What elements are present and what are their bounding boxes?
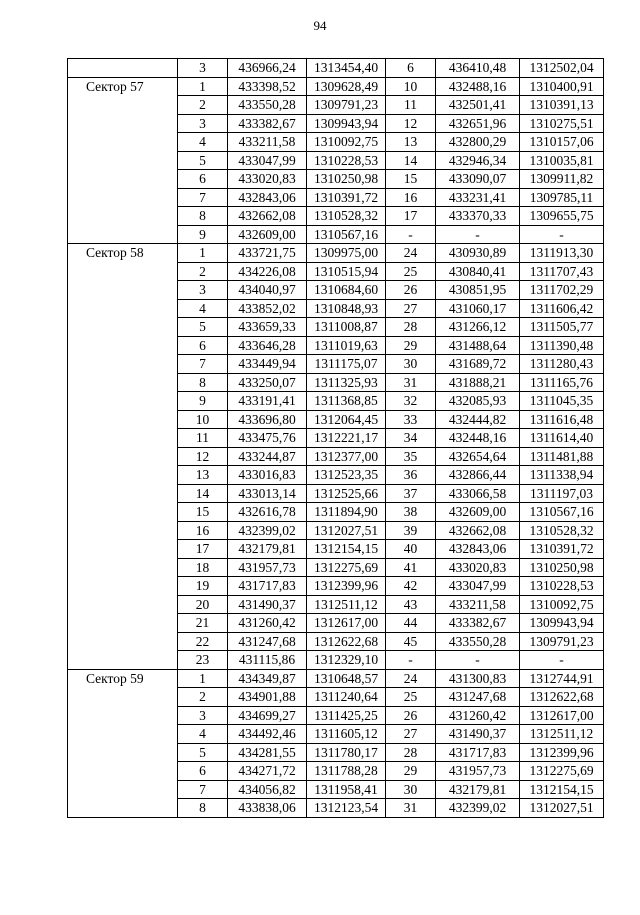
x-coordinate-cell: - [436, 651, 520, 670]
y-coordinate-cell: 1310157,06 [520, 133, 604, 152]
y-coordinate-cell: 1311280,43 [520, 355, 604, 374]
point-number-cell: 12 [178, 447, 228, 466]
page-number: 94 [313, 18, 327, 33]
sector-cell: Сектор 59 [68, 669, 178, 817]
y-coordinate-cell: 1310250,98 [520, 558, 604, 577]
x-coordinate-cell: 433231,41 [436, 188, 520, 207]
x-coordinate-cell: 432609,00 [228, 225, 307, 244]
point-number-cell: 24 [386, 244, 436, 263]
y-coordinate-cell: 1312525,66 [307, 484, 386, 503]
x-coordinate-cell: 433696,80 [228, 410, 307, 429]
y-coordinate-cell: 1312617,00 [307, 614, 386, 633]
y-coordinate-cell: 1311707,43 [520, 262, 604, 281]
x-coordinate-cell: 432946,34 [436, 151, 520, 170]
y-coordinate-cell: 1310528,32 [520, 521, 604, 540]
x-coordinate-cell: 432651,96 [436, 114, 520, 133]
x-coordinate-cell: 431115,86 [228, 651, 307, 670]
point-number-cell: 8 [178, 373, 228, 392]
x-coordinate-cell: 433016,83 [228, 466, 307, 485]
point-number-cell: 7 [178, 355, 228, 374]
x-coordinate-cell: 433013,14 [228, 484, 307, 503]
y-coordinate-cell: 1309628,49 [307, 77, 386, 96]
y-coordinate-cell: 1312275,69 [520, 762, 604, 781]
x-coordinate-cell: 431490,37 [436, 725, 520, 744]
x-coordinate-cell: 433020,83 [228, 170, 307, 189]
point-number-cell: 1 [178, 669, 228, 688]
y-coordinate-cell: 1312123,54 [307, 799, 386, 818]
x-coordinate-cell: 433047,99 [436, 577, 520, 596]
y-coordinate-cell: 1311197,03 [520, 484, 604, 503]
point-number-cell: 8 [178, 207, 228, 226]
point-number-cell: 39 [386, 521, 436, 540]
x-coordinate-cell: 432654,64 [436, 447, 520, 466]
x-coordinate-cell: 432866,44 [436, 466, 520, 485]
x-coordinate-cell: 432399,02 [228, 521, 307, 540]
point-number-cell: 17 [386, 207, 436, 226]
x-coordinate-cell: 430840,41 [436, 262, 520, 281]
point-number-cell: 11 [178, 429, 228, 448]
y-coordinate-cell: 1310567,16 [307, 225, 386, 244]
point-number-cell: 27 [386, 725, 436, 744]
x-coordinate-cell: 432616,78 [228, 503, 307, 522]
point-number-cell: 38 [386, 503, 436, 522]
point-number-cell: 3 [178, 59, 228, 78]
x-coordinate-cell: 434226,08 [228, 262, 307, 281]
point-number-cell: 3 [178, 114, 228, 133]
point-number-cell: 41 [386, 558, 436, 577]
y-coordinate-cell: 1310515,94 [307, 262, 386, 281]
point-number-cell: 8 [178, 799, 228, 818]
point-number-cell: 32 [386, 392, 436, 411]
point-number-cell: 16 [178, 521, 228, 540]
y-coordinate-cell: 1309975,00 [307, 244, 386, 263]
point-number-cell: 35 [386, 447, 436, 466]
y-coordinate-cell: 1311780,17 [307, 743, 386, 762]
y-coordinate-cell: 1311616,48 [520, 410, 604, 429]
x-coordinate-cell: 433047,99 [228, 151, 307, 170]
x-coordinate-cell: 433020,83 [436, 558, 520, 577]
point-number-cell: 28 [386, 318, 436, 337]
y-coordinate-cell: 1312511,12 [307, 595, 386, 614]
point-number-cell: 27 [386, 299, 436, 318]
x-coordinate-cell: 433090,07 [436, 170, 520, 189]
x-coordinate-cell: 434040,97 [228, 281, 307, 300]
x-coordinate-cell: 433550,28 [436, 632, 520, 651]
sector-cell [68, 59, 178, 78]
x-coordinate-cell: 431717,83 [436, 743, 520, 762]
x-coordinate-cell: 432179,81 [436, 780, 520, 799]
point-number-cell: 16 [386, 188, 436, 207]
y-coordinate-cell: 1310228,53 [307, 151, 386, 170]
table-body [68, 59, 604, 818]
y-coordinate-cell: - [520, 651, 604, 670]
y-coordinate-cell: 1312399,96 [307, 577, 386, 596]
table-row [68, 77, 604, 96]
sector-cell: Сектор 57 [68, 77, 178, 244]
x-coordinate-cell: 434271,72 [228, 762, 307, 781]
y-coordinate-cell: 1311175,07 [307, 355, 386, 374]
y-coordinate-cell: 1310275,51 [520, 114, 604, 133]
point-number-cell: 6 [386, 59, 436, 78]
y-coordinate-cell: 1310228,53 [520, 577, 604, 596]
point-number-cell: 6 [178, 762, 228, 781]
point-number-cell: 11 [386, 96, 436, 115]
x-coordinate-cell: 431260,42 [228, 614, 307, 633]
x-coordinate-cell: 434056,82 [228, 780, 307, 799]
point-number-cell: 6 [178, 336, 228, 355]
y-coordinate-cell: 1311425,25 [307, 706, 386, 725]
y-coordinate-cell: 1311605,12 [307, 725, 386, 744]
x-coordinate-cell: 431490,37 [228, 595, 307, 614]
x-coordinate-cell: 433852,02 [228, 299, 307, 318]
point-number-cell: 18 [178, 558, 228, 577]
y-coordinate-cell: 1309791,23 [307, 96, 386, 115]
x-coordinate-cell: 432609,00 [436, 503, 520, 522]
sector-cell: Сектор 58 [68, 244, 178, 670]
point-number-cell: 14 [386, 151, 436, 170]
y-coordinate-cell: 1312744,91 [520, 669, 604, 688]
x-coordinate-cell: 433838,06 [228, 799, 307, 818]
y-coordinate-cell: 1311338,94 [520, 466, 604, 485]
x-coordinate-cell: 431888,21 [436, 373, 520, 392]
point-number-cell: 24 [386, 669, 436, 688]
y-coordinate-cell: 1312027,51 [307, 521, 386, 540]
x-coordinate-cell: 433066,58 [436, 484, 520, 503]
point-number-cell: 22 [178, 632, 228, 651]
point-number-cell: 23 [178, 651, 228, 670]
point-number-cell: 6 [178, 170, 228, 189]
y-coordinate-cell: 1311045,35 [520, 392, 604, 411]
y-coordinate-cell: 1311481,88 [520, 447, 604, 466]
x-coordinate-cell: 433211,58 [436, 595, 520, 614]
x-coordinate-cell: 433398,52 [228, 77, 307, 96]
point-number-cell: 20 [178, 595, 228, 614]
y-coordinate-cell: 1312523,35 [307, 466, 386, 485]
x-coordinate-cell: 431247,68 [436, 688, 520, 707]
point-number-cell: 42 [386, 577, 436, 596]
x-coordinate-cell: 431247,68 [228, 632, 307, 651]
y-coordinate-cell: 1310648,57 [307, 669, 386, 688]
x-coordinate-cell: 431957,73 [228, 558, 307, 577]
x-coordinate-cell: 430930,89 [436, 244, 520, 263]
x-coordinate-cell: 432488,16 [436, 77, 520, 96]
point-number-cell: 2 [178, 262, 228, 281]
y-coordinate-cell: 1310528,32 [307, 207, 386, 226]
y-coordinate-cell: 1312275,69 [307, 558, 386, 577]
x-coordinate-cell: 436966,24 [228, 59, 307, 78]
point-number-cell: 17 [178, 540, 228, 559]
point-number-cell: 29 [386, 762, 436, 781]
y-coordinate-cell: 1310848,93 [307, 299, 386, 318]
y-coordinate-cell: - [520, 225, 604, 244]
point-number-cell: 34 [386, 429, 436, 448]
point-number-cell: 7 [178, 780, 228, 799]
point-number-cell: 2 [178, 688, 228, 707]
x-coordinate-cell: 432444,82 [436, 410, 520, 429]
coordinates-table [67, 58, 604, 818]
y-coordinate-cell: 1312622,68 [520, 688, 604, 707]
y-coordinate-cell: 1311240,64 [307, 688, 386, 707]
y-coordinate-cell: 1309943,94 [307, 114, 386, 133]
y-coordinate-cell: 1310250,98 [307, 170, 386, 189]
y-coordinate-cell: 1311958,41 [307, 780, 386, 799]
y-coordinate-cell: 1310391,72 [307, 188, 386, 207]
point-number-cell: 5 [178, 743, 228, 762]
y-coordinate-cell: 1311894,90 [307, 503, 386, 522]
point-number-cell: 9 [178, 392, 228, 411]
y-coordinate-cell: 1312617,00 [520, 706, 604, 725]
y-coordinate-cell: 1313454,40 [307, 59, 386, 78]
y-coordinate-cell: 1311913,30 [520, 244, 604, 263]
x-coordinate-cell: 431260,42 [436, 706, 520, 725]
x-coordinate-cell: 433250,07 [228, 373, 307, 392]
point-number-cell: 10 [386, 77, 436, 96]
y-coordinate-cell: 1312221,17 [307, 429, 386, 448]
point-number-cell: 30 [386, 780, 436, 799]
y-coordinate-cell: 1312027,51 [520, 799, 604, 818]
x-coordinate-cell: 433244,87 [228, 447, 307, 466]
x-coordinate-cell: 432399,02 [436, 799, 520, 818]
y-coordinate-cell: 1311390,48 [520, 336, 604, 355]
x-coordinate-cell: 433475,76 [228, 429, 307, 448]
table-row [68, 244, 604, 263]
point-number-cell: 13 [178, 466, 228, 485]
point-number-cell: 4 [178, 299, 228, 318]
y-coordinate-cell: 1311008,87 [307, 318, 386, 337]
x-coordinate-cell: 433370,33 [436, 207, 520, 226]
point-number-cell: 33 [386, 410, 436, 429]
point-number-cell: 10 [178, 410, 228, 429]
point-number-cell: 25 [386, 688, 436, 707]
point-number-cell: 30 [386, 355, 436, 374]
y-coordinate-cell: 1311606,42 [520, 299, 604, 318]
y-coordinate-cell: 1311325,93 [307, 373, 386, 392]
point-number-cell: 43 [386, 595, 436, 614]
x-coordinate-cell: 433646,28 [228, 336, 307, 355]
point-number-cell: 4 [178, 725, 228, 744]
y-coordinate-cell: 1312502,04 [520, 59, 604, 78]
y-coordinate-cell: 1310567,16 [520, 503, 604, 522]
x-coordinate-cell: 432448,16 [436, 429, 520, 448]
point-number-cell: 5 [178, 318, 228, 337]
y-coordinate-cell: 1311505,77 [520, 318, 604, 337]
x-coordinate-cell: 432179,81 [228, 540, 307, 559]
point-number-cell: 44 [386, 614, 436, 633]
point-number-cell: 15 [178, 503, 228, 522]
y-coordinate-cell: 1309943,94 [520, 614, 604, 633]
x-coordinate-cell: 436410,48 [436, 59, 520, 78]
y-coordinate-cell: 1311614,40 [520, 429, 604, 448]
y-coordinate-cell: 1309791,23 [520, 632, 604, 651]
point-number-cell: 31 [386, 373, 436, 392]
point-number-cell: 37 [386, 484, 436, 503]
point-number-cell: 26 [386, 706, 436, 725]
point-number-cell: 7 [178, 188, 228, 207]
point-number-cell: 3 [178, 281, 228, 300]
y-coordinate-cell: 1311368,85 [307, 392, 386, 411]
table-row [68, 669, 604, 688]
point-number-cell: 12 [386, 114, 436, 133]
y-coordinate-cell: 1312329,10 [307, 651, 386, 670]
y-coordinate-cell: 1311165,76 [520, 373, 604, 392]
point-number-cell: 13 [386, 133, 436, 152]
x-coordinate-cell: 433550,28 [228, 96, 307, 115]
x-coordinate-cell: 431957,73 [436, 762, 520, 781]
point-number-cell: 45 [386, 632, 436, 651]
x-coordinate-cell: 432662,08 [436, 521, 520, 540]
point-number-cell: 29 [386, 336, 436, 355]
y-coordinate-cell: 1311788,28 [307, 762, 386, 781]
point-number-cell: 40 [386, 540, 436, 559]
x-coordinate-cell: 434901,88 [228, 688, 307, 707]
y-coordinate-cell: 1312154,15 [520, 780, 604, 799]
point-number-cell: 26 [386, 281, 436, 300]
y-coordinate-cell: 1310684,60 [307, 281, 386, 300]
point-number-cell: - [386, 651, 436, 670]
point-number-cell: 15 [386, 170, 436, 189]
point-number-cell: 19 [178, 577, 228, 596]
table-row [68, 59, 604, 78]
point-number-cell: 14 [178, 484, 228, 503]
y-coordinate-cell: 1310391,72 [520, 540, 604, 559]
x-coordinate-cell: 434349,87 [228, 669, 307, 688]
y-coordinate-cell: 1310391,13 [520, 96, 604, 115]
x-coordinate-cell: 433721,75 [228, 244, 307, 263]
x-coordinate-cell: 431266,12 [436, 318, 520, 337]
x-coordinate-cell: 432085,93 [436, 392, 520, 411]
y-coordinate-cell: 1309655,75 [520, 207, 604, 226]
point-number-cell: 1 [178, 77, 228, 96]
point-number-cell: - [386, 225, 436, 244]
x-coordinate-cell: 433659,33 [228, 318, 307, 337]
x-coordinate-cell: 433211,58 [228, 133, 307, 152]
y-coordinate-cell: 1309785,11 [520, 188, 604, 207]
x-coordinate-cell: 431488,64 [436, 336, 520, 355]
y-coordinate-cell: 1312154,15 [307, 540, 386, 559]
point-number-cell: 1 [178, 244, 228, 263]
y-coordinate-cell: 1312511,12 [520, 725, 604, 744]
x-coordinate-cell: 433382,67 [436, 614, 520, 633]
y-coordinate-cell: 1310092,75 [520, 595, 604, 614]
y-coordinate-cell: 1310400,91 [520, 77, 604, 96]
x-coordinate-cell: 432843,06 [436, 540, 520, 559]
point-number-cell: 9 [178, 225, 228, 244]
y-coordinate-cell: 1312399,96 [520, 743, 604, 762]
x-coordinate-cell: 432662,08 [228, 207, 307, 226]
x-coordinate-cell: 433449,94 [228, 355, 307, 374]
point-number-cell: 4 [178, 133, 228, 152]
point-number-cell: 31 [386, 799, 436, 818]
x-coordinate-cell: 434492,46 [228, 725, 307, 744]
point-number-cell: 36 [386, 466, 436, 485]
x-coordinate-cell: 431060,17 [436, 299, 520, 318]
y-coordinate-cell: 1312377,00 [307, 447, 386, 466]
x-coordinate-cell: 434281,55 [228, 743, 307, 762]
x-coordinate-cell: 432800,29 [436, 133, 520, 152]
x-coordinate-cell: 432501,41 [436, 96, 520, 115]
x-coordinate-cell: - [436, 225, 520, 244]
x-coordinate-cell: 433382,67 [228, 114, 307, 133]
y-coordinate-cell: 1312622,68 [307, 632, 386, 651]
x-coordinate-cell: 433191,41 [228, 392, 307, 411]
y-coordinate-cell: 1312064,45 [307, 410, 386, 429]
point-number-cell: 25 [386, 262, 436, 281]
x-coordinate-cell: 431689,72 [436, 355, 520, 374]
y-coordinate-cell: 1309911,82 [520, 170, 604, 189]
x-coordinate-cell: 431717,83 [228, 577, 307, 596]
point-number-cell: 2 [178, 96, 228, 115]
point-number-cell: 5 [178, 151, 228, 170]
point-number-cell: 28 [386, 743, 436, 762]
x-coordinate-cell: 430851,95 [436, 281, 520, 300]
y-coordinate-cell: 1311702,29 [520, 281, 604, 300]
x-coordinate-cell: 431300,83 [436, 669, 520, 688]
x-coordinate-cell: 432843,06 [228, 188, 307, 207]
x-coordinate-cell: 434699,27 [228, 706, 307, 725]
y-coordinate-cell: 1310035,81 [520, 151, 604, 170]
y-coordinate-cell: 1311019,63 [307, 336, 386, 355]
point-number-cell: 3 [178, 706, 228, 725]
y-coordinate-cell: 1310092,75 [307, 133, 386, 152]
point-number-cell: 21 [178, 614, 228, 633]
